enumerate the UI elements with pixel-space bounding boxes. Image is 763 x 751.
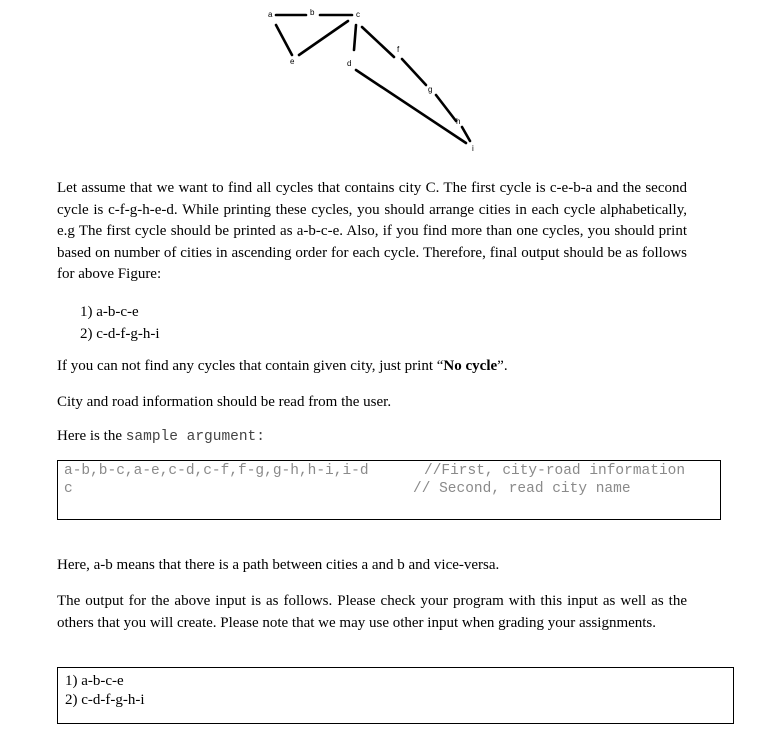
code-comment-line-2: // Second, read city name — [413, 481, 631, 497]
node-label-h: h — [456, 117, 461, 126]
cycle-graph-figure — [0, 0, 763, 170]
edge-c-d — [354, 25, 356, 50]
no-cycle-bold: No cycle — [443, 358, 498, 374]
node-label-a: a — [268, 10, 273, 19]
no-cycle-text-before: If you can not find any cycles that contain given city, just print “ — [57, 358, 444, 374]
node-label-e: e — [290, 57, 295, 66]
list-item: 2) c-d-f-g-h-i — [80, 326, 160, 342]
node-label-g: g — [428, 85, 433, 94]
edge-c-f — [362, 27, 394, 57]
node-label-i: i — [472, 144, 474, 153]
node-label-c: c — [356, 10, 360, 19]
edge-g-h — [436, 95, 456, 121]
node-label-b: b — [310, 8, 315, 17]
edge-c-e — [299, 21, 348, 55]
output-box — [57, 667, 734, 724]
edge-a-e — [276, 25, 292, 55]
list-item: 1) a-b-c-e — [80, 304, 139, 320]
sample-intro-mono: sample argument: — [125, 429, 265, 445]
read-info-paragraph: City and road information should be read from the user. — [57, 394, 392, 410]
path-meaning-paragraph: Here, a-b means that there is a path between cities a and b and vice-versa. — [57, 557, 500, 573]
no-cycle-paragraph — [57, 356, 687, 378]
sample-intro-text: Here is the — [57, 428, 126, 444]
edge-f-g — [402, 59, 426, 85]
intro-paragraph: Let assume that we want to find all cycles that contains city C. The first cycle is c-e-b-a and the second cycle is c-f-g-h-e-d. While printing these cycles, you should arrange cities in each cycle alphabetically, e.g The first cycle should be printed as a-b-c-e. Also, if you find more than one cycles, you should print based on number of cities in ascending order for each cycle. Therefore, final output should be as follows for above Figure: — [57, 180, 687, 282]
output-paragraph: The output for the above input is as follows. Please check your program with this input as well as the others that you will create. Please note that we may use other input when grading your assignments. — [57, 593, 687, 631]
output-line: 1) a-b-c-e — [65, 673, 124, 689]
edge-h-i — [462, 127, 470, 141]
edge-d-i — [356, 70, 466, 143]
code-input-line-1: a-b,b-c,a-e,c-d,c-f,f-g,g-h,h-i,i-d — [64, 463, 369, 479]
no-cycle-text-after: ”. — [497, 358, 508, 374]
code-comment-line-1: //First, city-road information — [424, 463, 686, 479]
sample-intro-paragraph — [57, 426, 687, 449]
node-label-f: f — [397, 45, 400, 54]
code-input-line-2: c — [64, 481, 73, 497]
output-line: 2) c-d-f-g-h-i — [65, 692, 145, 708]
node-label-d: d — [347, 59, 352, 68]
sample-code-box — [57, 460, 721, 520]
